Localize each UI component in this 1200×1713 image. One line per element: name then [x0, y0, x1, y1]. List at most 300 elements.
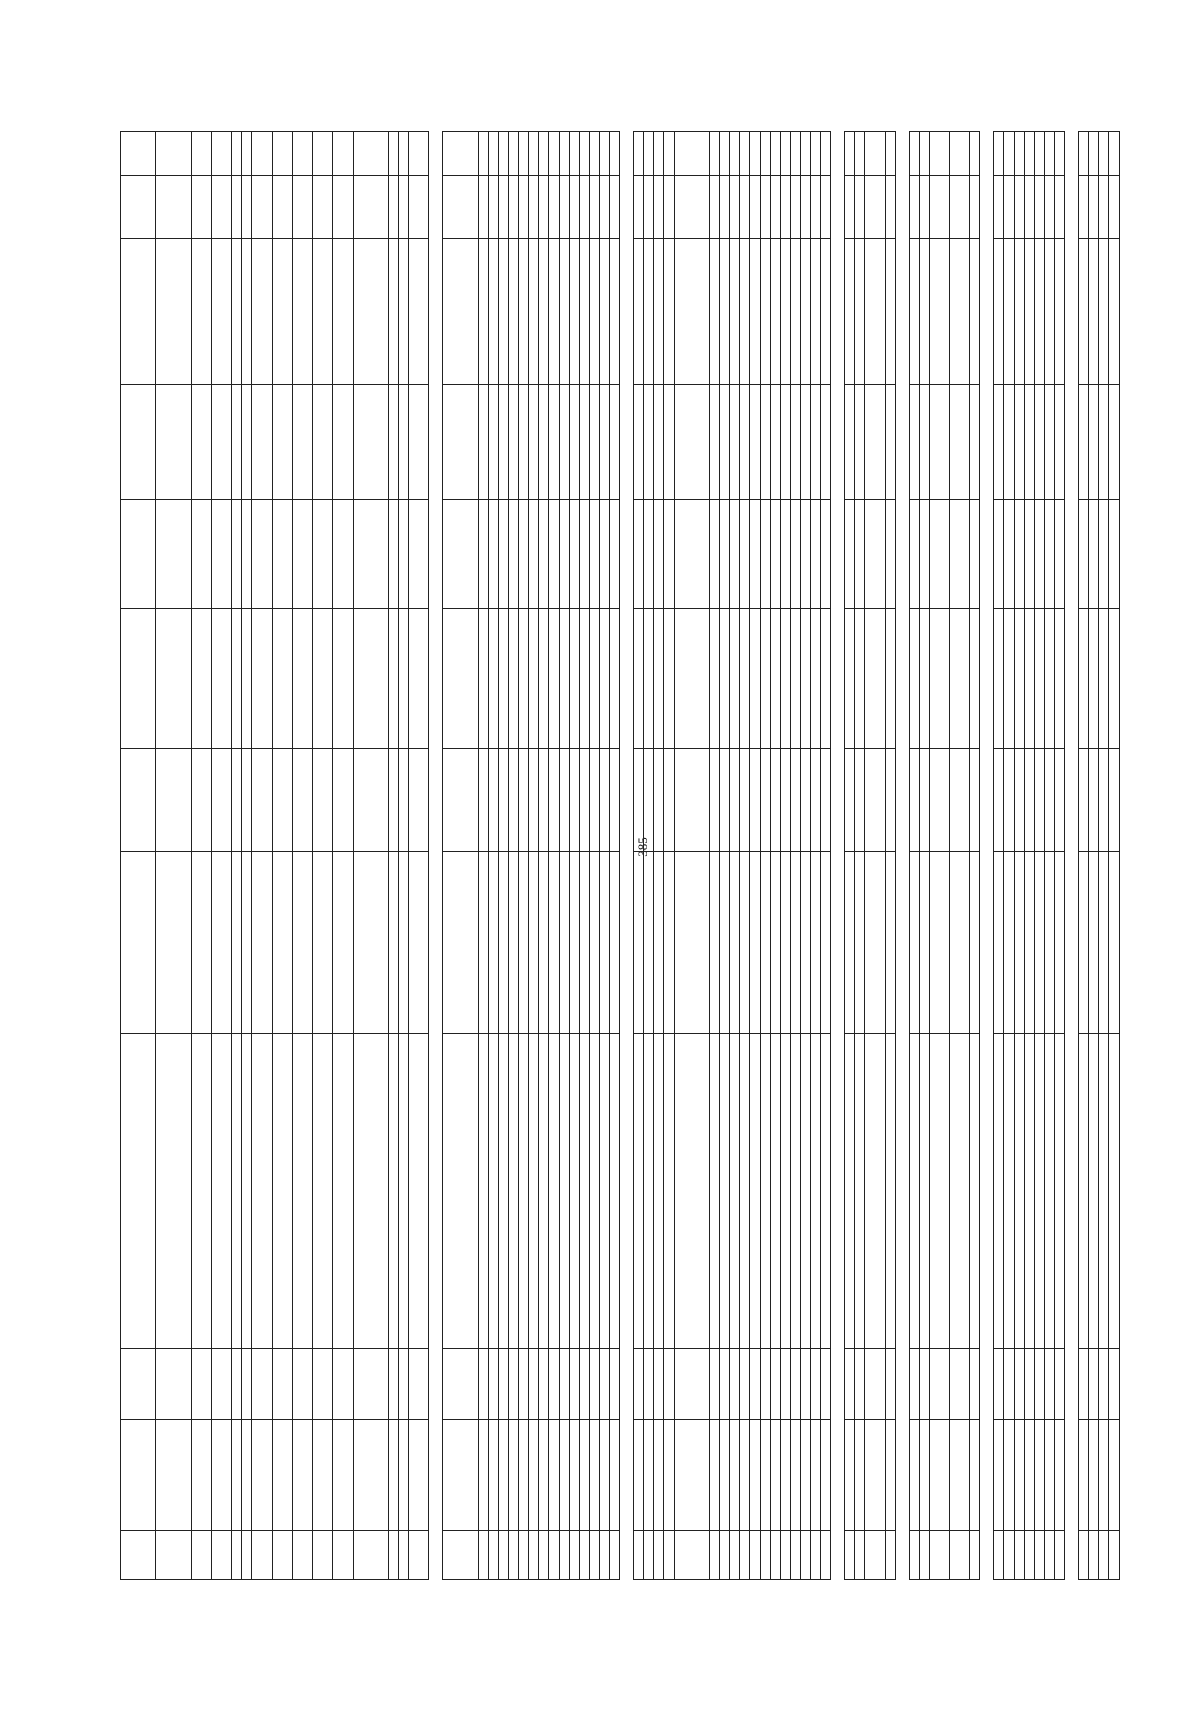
- cell-work: [634, 1033, 644, 1349]
- cell-id: [919, 1531, 929, 1580]
- cell-work: [1034, 1033, 1044, 1349]
- cell-year: [559, 132, 569, 176]
- cell-work: [313, 1033, 333, 1349]
- cell-year: [1055, 132, 1065, 176]
- cell-okrug: [1014, 1419, 1024, 1531]
- cell-c9: [549, 384, 559, 499]
- cell-cad: [654, 748, 664, 851]
- cell-cad: [950, 748, 970, 851]
- cell-city: [929, 1349, 949, 1419]
- cell-addr: [539, 609, 549, 749]
- cell-addr: [313, 609, 333, 749]
- cell-work: [529, 1033, 539, 1349]
- cell-city: [333, 1349, 353, 1419]
- cell-id: [353, 1531, 388, 1580]
- cell-work: [950, 1033, 970, 1349]
- cell-addr: [634, 609, 644, 749]
- cell-c8: [488, 499, 498, 608]
- cell-c10: [1109, 238, 1120, 384]
- cell-id: [1089, 1531, 1099, 1580]
- cell-cad: [333, 748, 353, 851]
- cell-year: [232, 132, 242, 176]
- cell-city: [970, 1349, 980, 1419]
- cell-cad: [800, 748, 810, 851]
- cell-c9: [909, 384, 919, 499]
- cell-addr: [121, 609, 156, 749]
- cell-month: [1014, 175, 1024, 238]
- cell-year: [664, 132, 674, 176]
- cell-cad: [1079, 748, 1089, 851]
- cell-city: [292, 1349, 312, 1419]
- cell-c10: [589, 238, 599, 384]
- cell-city: [855, 1349, 865, 1419]
- cell-id: [1034, 1531, 1044, 1580]
- cell-okrug: [610, 1419, 620, 1531]
- cell-okrug: [478, 1419, 488, 1531]
- cell-c9: [865, 384, 885, 499]
- cell-c10: [232, 238, 242, 384]
- cell-month: [885, 175, 895, 238]
- cell-c8: [730, 499, 740, 608]
- cell-city: [950, 1349, 970, 1419]
- cell-work: [865, 1033, 885, 1349]
- cell-id: [559, 1531, 569, 1580]
- cell-month: [674, 175, 709, 238]
- cell-okrug: [121, 1419, 156, 1531]
- cell-work: [443, 1033, 478, 1349]
- table-row: [313, 132, 333, 1580]
- cell-work: [519, 1033, 529, 1349]
- cell-cad: [313, 748, 333, 851]
- cell-addr: [970, 609, 980, 749]
- cell-okrug: [811, 1419, 821, 1531]
- table-row: [1079, 132, 1089, 1580]
- cell-addr: [710, 609, 720, 749]
- cell-c8: [333, 499, 353, 608]
- cell-work: [845, 1033, 855, 1349]
- table-row: [811, 132, 821, 1580]
- cell-id: [644, 1531, 654, 1580]
- cell-addr: [529, 609, 539, 749]
- cell-year: [994, 132, 1004, 176]
- cell-addr: [730, 609, 740, 749]
- cell-org: [388, 851, 398, 1033]
- cell-cad: [1014, 748, 1024, 851]
- cell-work: [589, 1033, 599, 1349]
- cell-c10: [539, 238, 549, 384]
- cell-c10: [800, 238, 810, 384]
- cell-org: [1004, 851, 1014, 1033]
- cell-c10: [1079, 238, 1089, 384]
- cell-c8: [569, 499, 579, 608]
- cell-cad: [156, 748, 191, 851]
- cell-c10: [1004, 238, 1014, 384]
- cell-id: [1024, 1531, 1034, 1580]
- cell-month: [529, 175, 539, 238]
- cell-c9: [1034, 384, 1044, 499]
- cell-c9: [600, 384, 610, 499]
- cell-work: [569, 1033, 579, 1349]
- cell-cad: [790, 748, 800, 851]
- cell-org: [292, 851, 312, 1033]
- cell-c10: [929, 238, 949, 384]
- cell-id: [600, 1531, 610, 1580]
- cell-org: [1014, 851, 1024, 1033]
- cell-okrug: [950, 1419, 970, 1531]
- cell-work: [644, 1033, 654, 1349]
- cell-work: [156, 1033, 191, 1349]
- cell-c9: [790, 384, 800, 499]
- cell-c8: [845, 499, 855, 608]
- cell-addr: [478, 609, 488, 749]
- cell-month: [634, 175, 644, 238]
- row-spacer: [980, 132, 994, 1580]
- cell-addr: [488, 609, 498, 749]
- cell-work: [919, 1033, 929, 1349]
- cell-id: [811, 1531, 821, 1580]
- cell-c9: [519, 384, 529, 499]
- cell-addr: [333, 609, 353, 749]
- cell-work: [539, 1033, 549, 1349]
- cell-addr: [644, 609, 654, 749]
- cell-org: [1109, 851, 1120, 1033]
- cell-c10: [1034, 238, 1044, 384]
- cell-c9: [845, 384, 855, 499]
- table-row: [750, 132, 760, 1580]
- cell-org: [156, 851, 191, 1033]
- cell-cad: [529, 748, 539, 851]
- cell-c9: [409, 384, 429, 499]
- cell-month: [1024, 175, 1034, 238]
- cell-cad: [579, 748, 589, 851]
- cell-city: [559, 1349, 569, 1419]
- cell-year: [885, 132, 895, 176]
- cell-org: [242, 851, 252, 1033]
- cell-okrug: [970, 1419, 980, 1531]
- cell-city: [539, 1349, 549, 1419]
- cell-c9: [730, 384, 740, 499]
- cell-okrug: [1089, 1419, 1099, 1531]
- cell-id: [121, 1531, 156, 1580]
- cell-c9: [710, 384, 720, 499]
- cell-okrug: [1034, 1419, 1044, 1531]
- cell-c8: [529, 499, 539, 608]
- cell-okrug: [569, 1419, 579, 1531]
- cell-okrug: [740, 1419, 750, 1531]
- cell-okrug: [529, 1419, 539, 1531]
- table-row: [121, 132, 156, 1580]
- cell-c10: [634, 238, 644, 384]
- cell-addr: [674, 609, 709, 749]
- table-row: [569, 132, 579, 1580]
- cell-okrug: [156, 1419, 191, 1531]
- cell-c9: [780, 384, 790, 499]
- cell-c9: [1055, 384, 1065, 499]
- cell-org: [252, 851, 272, 1033]
- cell-c8: [443, 499, 478, 608]
- cell-work: [1055, 1033, 1065, 1349]
- cell-cad: [539, 748, 549, 851]
- cell-id: [909, 1531, 919, 1580]
- cell-city: [212, 1349, 232, 1419]
- cell-org: [409, 851, 429, 1033]
- cell-city: [821, 1349, 831, 1419]
- cell-addr: [156, 609, 191, 749]
- cell-work: [242, 1033, 252, 1349]
- cell-addr: [1024, 609, 1034, 749]
- cell-cad: [1024, 748, 1034, 851]
- cell-c8: [589, 499, 599, 608]
- cell-okrug: [1024, 1419, 1034, 1531]
- cell-okrug: [589, 1419, 599, 1531]
- cell-c9: [770, 384, 780, 499]
- cell-okrug: [821, 1419, 831, 1531]
- table-row: [654, 132, 664, 1580]
- cell-city: [191, 1349, 211, 1419]
- cell-okrug: [498, 1419, 508, 1531]
- cell-c10: [909, 238, 919, 384]
- cell-cad: [994, 748, 1004, 851]
- cell-cad: [409, 748, 429, 851]
- row-spacer-cell: [831, 132, 845, 1580]
- cell-c10: [855, 238, 865, 384]
- table-row: [909, 132, 919, 1580]
- table-row: [388, 132, 398, 1580]
- cell-c10: [559, 238, 569, 384]
- cell-month: [409, 175, 429, 238]
- cell-id: [1044, 1531, 1054, 1580]
- cell-work: [909, 1033, 919, 1349]
- cell-okrug: [730, 1419, 740, 1531]
- cell-okrug: [600, 1419, 610, 1531]
- cell-okrug: [919, 1419, 929, 1531]
- cell-id: [569, 1531, 579, 1580]
- cell-cad: [569, 748, 579, 851]
- cell-c8: [855, 499, 865, 608]
- cell-cad: [710, 748, 720, 851]
- cell-work: [292, 1033, 312, 1349]
- cell-addr: [750, 609, 760, 749]
- cell-okrug: [242, 1419, 252, 1531]
- cell-city: [994, 1349, 1004, 1419]
- cell-org: [1089, 851, 1099, 1033]
- cell-cad: [353, 748, 388, 851]
- cell-okrug: [191, 1419, 211, 1531]
- row-spacer: [620, 132, 634, 1580]
- cell-c8: [800, 499, 810, 608]
- cell-c10: [664, 238, 674, 384]
- cell-year: [674, 132, 709, 176]
- cell-addr: [519, 609, 529, 749]
- cell-city: [909, 1349, 919, 1419]
- cell-work: [509, 1033, 519, 1349]
- cell-c8: [559, 499, 569, 608]
- table-row: [478, 132, 488, 1580]
- cell-cad: [770, 748, 780, 851]
- cell-addr: [559, 609, 569, 749]
- table-row: [664, 132, 674, 1580]
- cell-c8: [865, 499, 885, 608]
- cell-month: [610, 175, 620, 238]
- cell-org: [569, 851, 579, 1033]
- cell-c8: [634, 499, 644, 608]
- cell-work: [970, 1033, 980, 1349]
- cell-c10: [488, 238, 498, 384]
- cell-c9: [929, 384, 949, 499]
- cell-year: [919, 132, 929, 176]
- cell-year: [855, 132, 865, 176]
- register-table: [120, 131, 1120, 1580]
- cell-month: [970, 175, 980, 238]
- cell-addr: [388, 609, 398, 749]
- cell-c8: [1109, 499, 1120, 608]
- cell-c10: [272, 238, 292, 384]
- cell-work: [353, 1033, 388, 1349]
- cell-id: [252, 1531, 272, 1580]
- cell-c8: [710, 499, 720, 608]
- cell-work: [994, 1033, 1004, 1349]
- cell-city: [1024, 1349, 1034, 1419]
- cell-cad: [232, 748, 242, 851]
- cell-city: [664, 1349, 674, 1419]
- cell-id: [950, 1531, 970, 1580]
- cell-month: [811, 175, 821, 238]
- cell-c9: [313, 384, 333, 499]
- cell-month: [232, 175, 242, 238]
- table-row: [740, 132, 750, 1580]
- cell-month: [399, 175, 409, 238]
- cell-city: [488, 1349, 498, 1419]
- table-row: [539, 132, 549, 1580]
- cell-year: [443, 132, 478, 176]
- cell-work: [929, 1033, 949, 1349]
- cell-c9: [1109, 384, 1120, 499]
- cell-city: [790, 1349, 800, 1419]
- cell-org: [994, 851, 1004, 1033]
- cell-city: [232, 1349, 242, 1419]
- cell-month: [252, 175, 272, 238]
- cell-org: [589, 851, 599, 1033]
- cell-org: [509, 851, 519, 1033]
- cell-id: [156, 1531, 191, 1580]
- cell-addr: [855, 609, 865, 749]
- cell-addr: [811, 609, 821, 749]
- cell-city: [498, 1349, 508, 1419]
- cell-okrug: [292, 1419, 312, 1531]
- cell-city: [313, 1349, 333, 1419]
- cell-cad: [811, 748, 821, 851]
- cell-month: [790, 175, 800, 238]
- cell-month: [720, 175, 730, 238]
- cell-year: [589, 132, 599, 176]
- cell-cad: [821, 748, 831, 851]
- cell-id: [634, 1531, 644, 1580]
- table-row: [399, 132, 409, 1580]
- cell-org: [654, 851, 664, 1033]
- cell-id: [740, 1531, 750, 1580]
- cell-addr: [800, 609, 810, 749]
- cell-year: [292, 132, 312, 176]
- cell-month: [821, 175, 831, 238]
- cell-year: [720, 132, 730, 176]
- cell-org: [909, 851, 919, 1033]
- cell-year: [770, 132, 780, 176]
- cell-cad: [443, 748, 478, 851]
- cell-month: [800, 175, 810, 238]
- cell-c9: [1004, 384, 1014, 499]
- cell-c8: [1024, 499, 1034, 608]
- cell-year: [1034, 132, 1044, 176]
- cell-addr: [919, 609, 929, 749]
- cell-c10: [1044, 238, 1054, 384]
- table-row: [549, 132, 559, 1580]
- table-row: [770, 132, 780, 1580]
- cell-okrug: [855, 1419, 865, 1531]
- cell-id: [750, 1531, 760, 1580]
- cell-addr: [1004, 609, 1014, 749]
- cell-cad: [589, 748, 599, 851]
- table-row: [232, 132, 242, 1580]
- table-row: [1034, 132, 1044, 1580]
- cell-cad: [509, 748, 519, 851]
- cell-addr: [1014, 609, 1024, 749]
- cell-addr: [443, 609, 478, 749]
- cell-work: [498, 1033, 508, 1349]
- cell-c8: [399, 499, 409, 608]
- cell-month: [1089, 175, 1099, 238]
- cell-c9: [1014, 384, 1024, 499]
- cell-work: [399, 1033, 409, 1349]
- cell-year: [730, 132, 740, 176]
- cell-city: [654, 1349, 664, 1419]
- cell-addr: [1034, 609, 1044, 749]
- cell-month: [443, 175, 478, 238]
- cell-org: [720, 851, 730, 1033]
- cell-city: [1109, 1349, 1120, 1419]
- cell-work: [740, 1033, 750, 1349]
- cell-city: [740, 1349, 750, 1419]
- cell-addr: [498, 609, 508, 749]
- cell-okrug: [399, 1419, 409, 1531]
- cell-city: [865, 1349, 885, 1419]
- cell-month: [488, 175, 498, 238]
- cell-addr: [909, 609, 919, 749]
- table-row: [509, 132, 519, 1580]
- cell-c9: [1099, 384, 1109, 499]
- cell-month: [212, 175, 232, 238]
- cell-c10: [710, 238, 720, 384]
- cell-addr: [760, 609, 770, 749]
- cell-c9: [579, 384, 589, 499]
- cell-c10: [790, 238, 800, 384]
- cell-okrug: [1004, 1419, 1014, 1531]
- cell-c9: [919, 384, 929, 499]
- cell-work: [579, 1033, 589, 1349]
- cell-id: [610, 1531, 620, 1580]
- cell-okrug: [272, 1419, 292, 1531]
- cell-year: [654, 132, 664, 176]
- cell-c9: [610, 384, 620, 499]
- cell-id: [388, 1531, 398, 1580]
- cell-okrug: [388, 1419, 398, 1531]
- cell-id: [800, 1531, 810, 1580]
- cell-year: [740, 132, 750, 176]
- cell-year: [121, 132, 156, 176]
- cell-cad: [855, 748, 865, 851]
- cell-city: [1014, 1349, 1024, 1419]
- table-row: [790, 132, 800, 1580]
- table-row: [488, 132, 498, 1580]
